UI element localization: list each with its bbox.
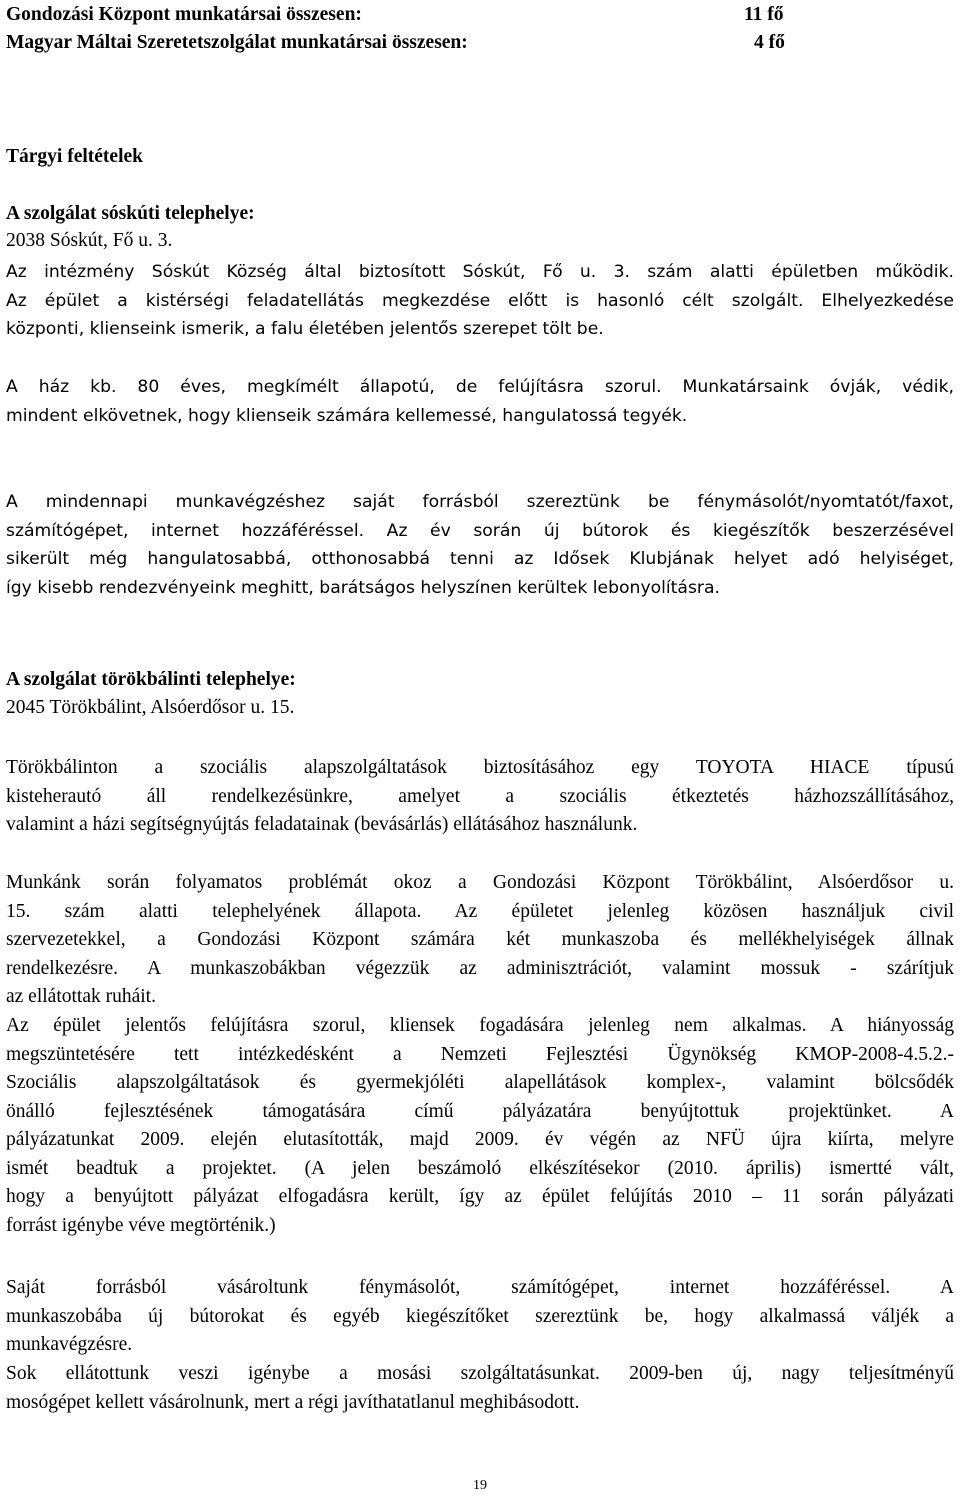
staff-row1-label: Gondozási Központ munkatársai összesen: xyxy=(6,4,362,25)
site1-address: 2038 Sóskút, Fő u. 3. xyxy=(6,230,173,251)
site1-paragraph-2 xyxy=(6,373,954,430)
text-line: A mindennapi munkavégzéshez saját forrásból szereztünk be fénymásolót/nyomtatót/faxot, xyxy=(6,492,954,512)
staff-row1-value: 11 fő xyxy=(744,4,784,25)
text-line: valamint a házi segítségnyújtás feladatainak (bevásárlás) ellátásához használunk. xyxy=(6,814,638,835)
site1-paragraph-3 xyxy=(6,488,954,602)
text-line: önálló fejlesztésének támogatására című pályázatára benyújtottuk projektünket. A xyxy=(6,1100,954,1122)
site2-paragraph-5 xyxy=(6,1360,954,1417)
text-line: számítógépet, internet hozzáféréssel. Az év során új bútorok és kiegészítők beszerzésével xyxy=(6,520,954,541)
text-line: Az intézmény Sóskút Község által biztosított Sóskút, Fő u. 3. szám alatti épületben működik. xyxy=(6,262,954,282)
site2-address: 2045 Törökbálint, Alsóerdősor u. 15. xyxy=(6,697,295,718)
text-line: munkaszobába új bútorokat és egyéb kiegészítőket szereztünk be, hogy alkalmassá váljék a xyxy=(6,1305,954,1327)
text-line: forrást igénybe véve megtörténik.) xyxy=(6,1214,276,1236)
text-line: szervezetekkel, a Gondozási Központ számára két munkaszoba és mellékhelyiségek állnak xyxy=(6,929,954,950)
staff-row2-value: 4 fő xyxy=(754,32,785,53)
text-line: Munkánk során folyamatos problémát okoz a Gondozási Központ Törökbálint, Alsóerdősor u. xyxy=(6,872,954,893)
text-line: hogy a benyújtott pályázat elfogadásra került, így az épület felújítás 2010 – 11 során pályázati xyxy=(6,1186,954,1207)
text-line: rendelkezésre. A munkaszobákban végezzük az adminisztrációt, valamint mossuk - szárítjuk xyxy=(6,957,954,979)
text-line: munkavégzésre. xyxy=(6,1334,133,1355)
text-line: így kisebb rendezvényeink meghitt, barátságos helyszínen kerültek lebonyolításra. xyxy=(6,577,720,598)
section-title: Tárgyi feltételek xyxy=(6,146,143,167)
text-line: Saját forrásból vásároltunk fénymásolót, számítógépet, internet hozzáféréssel. A xyxy=(6,1277,954,1298)
text-line: pályázatunkat 2009. elején elutasították, majd 2009. év végén az NFÜ újra kiírta, melyre xyxy=(6,1129,954,1150)
text-line: megszüntetésére tett intézkedésként a Nemzeti Fejlesztési Ügynökség KMOP-2008-4.5.2.- xyxy=(6,1043,954,1065)
text-line: 15. szám alatti telephelyének állapota. Az épületet jelenleg közösen használjuk civil xyxy=(6,900,954,922)
site2-paragraph-2 xyxy=(6,869,954,1012)
site1-paragraph-1 xyxy=(6,258,954,344)
text-line: sikerült még hangulatosabbá, otthonosabbá tenni az Idősek Klubjának helyet adó helyiséget, xyxy=(6,549,954,569)
text-line: Törökbálinton a szociális alapszolgáltatások biztosításához egy TOYOTA HIACE típusú xyxy=(6,757,954,778)
text-line: kisteherautó áll rendelkezésünkre, amelyet a szociális étkeztetés házhozszállításához, xyxy=(6,785,954,807)
text-line: Sok ellátottunk veszi igénybe a mosási szolgáltatásunkat. 2009-ben új, nagy teljesítményű xyxy=(6,1363,954,1384)
staff-row2-label: Magyar Máltai Szeretetszolgálat munkatársai összesen: xyxy=(6,32,468,53)
site2-paragraph-1 xyxy=(6,754,954,840)
page-number: 19 xyxy=(473,1478,487,1493)
site2-heading: A szolgálat törökbálinti telephelye: xyxy=(6,669,296,690)
text-line: az ellátottak ruháit. xyxy=(6,986,156,1007)
text-line: Az épület jelentős felújításra szorul, kliensek fogadására jelenleg nem alkalmas. A hiányosság xyxy=(6,1015,954,1036)
text-line: mindent elkövetnek, hogy klienseik számára kellemessé, hangulatossá tegyék. xyxy=(6,405,688,426)
text-line: Szociális alapszolgáltatások és gyermekjóléti alapellátások komplex-, valamint bölcsődék xyxy=(6,1072,954,1093)
text-line: Az épület a kistérségi feladatellátás megkezdése előtt is hasonló célt szolgált. Elhelyezkedése xyxy=(6,290,954,311)
text-line: ismét beadtuk a projektet. (A jelen beszámoló elkészítésekor (2010. április) ismertté vált, xyxy=(6,1157,954,1179)
site2-paragraph-4 xyxy=(6,1274,954,1360)
site1-heading: A szolgálat sóskúti telephelye: xyxy=(6,203,255,224)
site2-paragraph-3 xyxy=(6,1012,954,1240)
text-line: mosógépet kellett vásárolnunk, mert a régi javíthatatlanul meghibásodott. xyxy=(6,1391,580,1413)
text-line: A ház kb. 80 éves, megkímélt állapotú, de felújításra szorul. Munkatársaink óvják, védik, xyxy=(6,377,954,397)
text-line: központi, klienseink ismerik, a falu életében jelentős szerepet tölt be. xyxy=(6,319,604,339)
